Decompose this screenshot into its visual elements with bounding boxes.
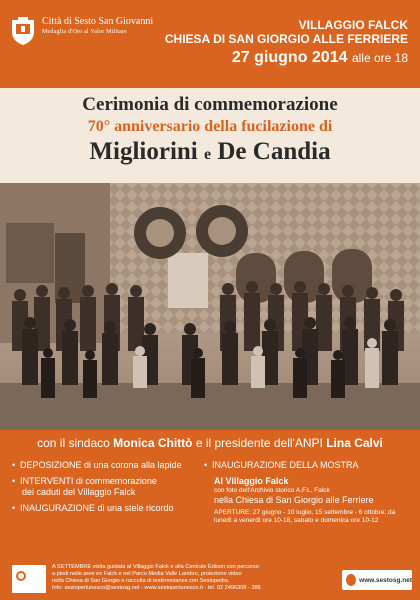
mayor-name: Monica Chittò [113,436,193,450]
title-line2: 70° anniversario della fucilazione di [87,118,333,135]
event-venue [165,18,408,68]
footer-line1: A SETTEMBRE visita guidata al Villaggio Falck e alla Centrale Edison con percorso [52,564,259,570]
title-names [0,138,420,166]
organizer-logo-icon [16,571,26,581]
exhibition-title: INAUGURAZIONE DELLA MOSTRA [212,460,359,470]
city-crest-icon [10,16,36,46]
name2: De Candia [217,138,331,165]
name1: Migliorini [89,138,198,165]
historic-group-photo [0,183,420,430]
website-badge[interactable] [342,570,412,590]
footer-notes [52,564,328,592]
exhibition-photos: con foto dell'Archivio storico A.F.L. Falck [214,487,330,494]
title-line1: Cerimonia di commemorazione [82,94,338,115]
exhibition-title-row: • INAUGURAZIONE DELLA MOSTRA [204,460,359,470]
program-item-main: INTERVENTI di commemorazione [20,476,157,486]
organizer-logo [12,565,46,593]
program-item: • INTERVENTI di commemorazione dei caduti del Villaggio Falck [12,476,202,498]
group-photo-image [0,183,420,430]
footer-line4: Info: sestoperlunesco@sestosg.net - www.sestoperlunesco.it - tel. 02 2496309 - 386 [52,585,261,591]
event-date [165,48,408,68]
footer-line2: a piedi nelle aree ex Falck e nel Parco Media Valle Lambro, proiezione video [52,571,242,577]
program-list [12,460,202,519]
exhibition-place: Al Villaggio Falck [214,476,289,486]
footer-line3: nella Chiesa di San Giorgio e raccolta di testimonianze con Sestopedia. [52,578,230,584]
exhibition-location: nella Chiesa di San Giorgio alle Ferriere [214,495,374,505]
globe-icon [346,574,356,586]
header-band [0,0,420,88]
event-date-text: 27 giugno 2014 [231,49,348,66]
program-item-sub: dei caduti del Villaggio Falck [22,487,136,497]
website-url[interactable]: www.sestosg.net [359,576,412,584]
president-name: Lina Calvi [326,436,383,450]
event-time: alle ore 18 [351,51,408,65]
name-conj: e [204,146,212,163]
program-item: • DEPOSIZIONE di una corona alla lapide [12,460,182,470]
exhibition-info [204,460,414,525]
with-prefix: con il sindaco [37,436,110,450]
program-item-main: DEPOSIZIONE di una corona alla lapide [20,460,182,470]
venue-line1: VILLAGGIO FALCK [298,18,408,32]
with-mid: e il presidente dell'ANPI [195,436,323,450]
title-band [0,88,420,183]
program-item-main: INAUGURAZIONE di una stele ricordo [20,503,174,513]
city-logo [10,16,153,46]
exhibition-hours: APERTURE: 27 giugno - 10 luglio, 15 settembre - 6 ottobre; da lunedì a venerdì ore 10-18, sabato e domenica ore 10-12 [214,509,396,524]
venue-line2: CHIESA DI SAN GIORGIO ALLE FERRIERE [164,32,408,46]
officials-line [0,436,420,450]
city-name: Città di Sesto San Giovanni [42,16,154,27]
program-item: • INAUGURAZIONE di una stele ricordo [12,503,174,513]
info-section [0,430,420,600]
city-medal: Medaglia d'Oro al Valor Militare [42,29,128,35]
